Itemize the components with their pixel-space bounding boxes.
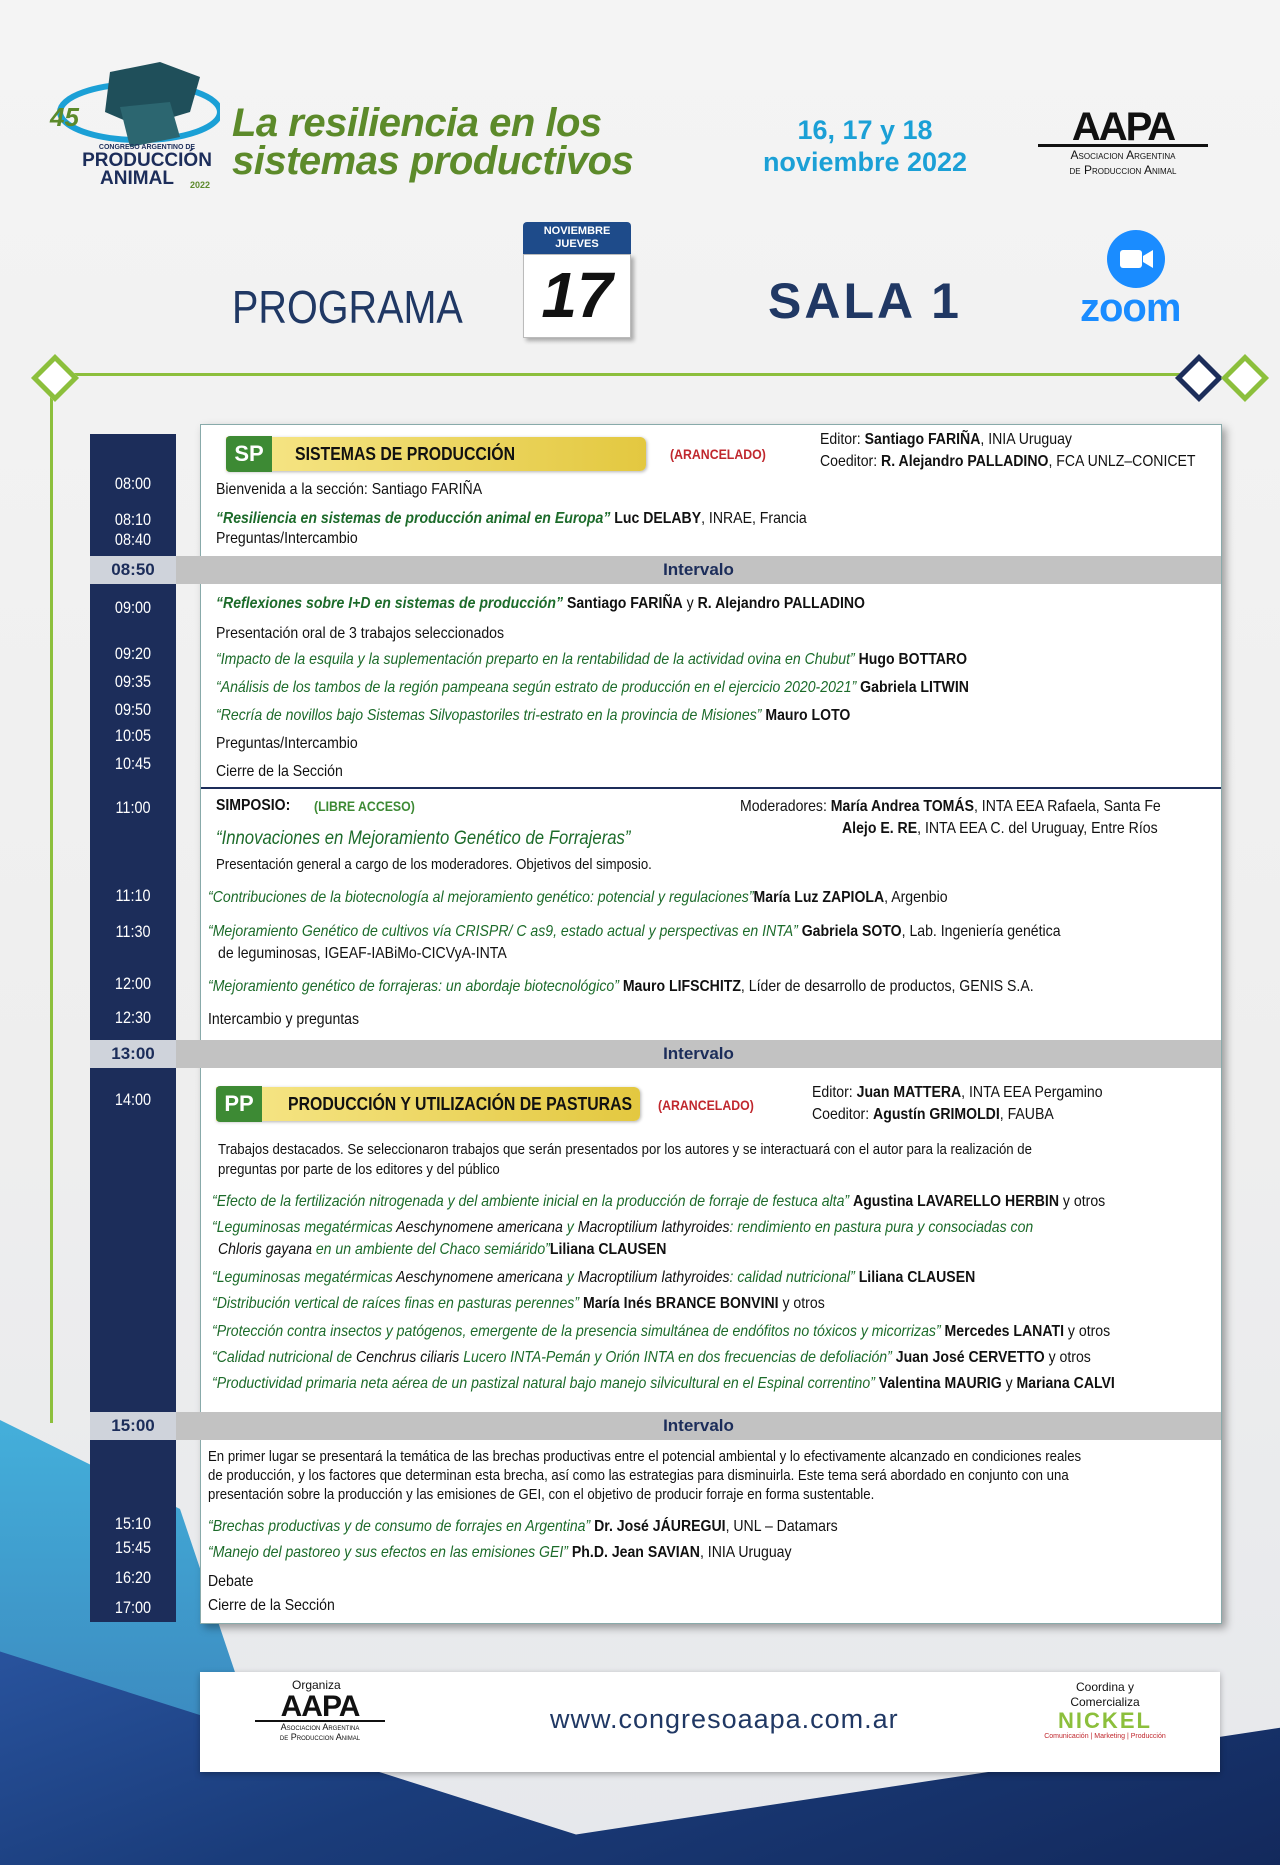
zoom-logo-text: zoom (1080, 286, 1181, 330)
band-time-1300: 13:00 (90, 1040, 176, 1068)
footer-url[interactable]: www.congresoaapa.com.ar (550, 1704, 899, 1734)
aapa-sub1: Asociacion Argentina (1070, 148, 1176, 162)
logo-line2: PRODUCCIÓN (82, 150, 212, 171)
footer-aapa-logo (255, 1690, 385, 1742)
footer-aapa-word: AAPA (255, 1694, 385, 1722)
footer-bar (200, 1672, 1220, 1772)
simposio-title: “Innovaciones en Mejoramiento Genético de Forrajeras” (216, 828, 631, 849)
sp-line-welcome: Bienvenida a la sección: Santiago FARIÑA (216, 481, 483, 498)
time-0840: 08:40 (114, 530, 152, 549)
diamond-ornament-left (31, 354, 79, 402)
intervalo-band-1 (176, 556, 1221, 584)
time-1620: 16:20 (114, 1568, 152, 1587)
sp-line-work2: “Análisis de los tambos de la región pampeana según estrato de producción en el ejercicio 2020-2021” Gabriela LITWIN (216, 679, 969, 696)
band-time-1500: 15:00 (90, 1412, 176, 1440)
time-1100: 11:00 (115, 798, 151, 817)
diamond-ornament-right (1175, 354, 1223, 402)
time-0800: 08:00 (114, 474, 152, 493)
simposio-label: SIMPOSIO: (216, 797, 291, 814)
time-1400: 14:00 (114, 1090, 152, 1109)
pp-work1: “Efecto de la fertilización nitrogenada y del ambiente inicial en la producción de forraje de festuca alta” Agustina LAVARELLO HERBIN y otros (212, 1193, 1106, 1210)
time-0900: 09:00 (114, 598, 152, 617)
footer-aapa-sub1: Asociacion Argentina (280, 1722, 360, 1732)
sp-line-work3: “Recría de novillos bajo Sistemas Silvopastoriles tri-estrato en la provincia de Misiones” Mauro LOTO (216, 707, 851, 724)
section-badge-pp: PP (216, 1086, 262, 1122)
pp-intro2: preguntas por parte de los editores y del público (218, 1161, 500, 1178)
calendar-icon (523, 222, 631, 338)
calendar-day: 17 (523, 254, 631, 338)
intervalo-label-2: Intervalo (663, 1044, 734, 1063)
zoom-icon[interactable] (1107, 230, 1165, 288)
footer-organiza: Organiza (292, 1678, 341, 1692)
sp-line-talk1: “Resiliencia en sistemas de producción animal en Europa” Luc DELABY, INRAE, Francia (216, 510, 807, 527)
simposio-mod2: Alejo E. RE, INTA EEA C. del Uruguay, Entre Ríos (842, 820, 1158, 837)
closing-debate: Debate (208, 1573, 254, 1590)
pp-intro1: Trabajos destacados. Se seleccionaron trabajos que serán presentados por los autores y se interactuará con el autor para la realización de (218, 1141, 1032, 1158)
logo-line3: ANIMAL (100, 168, 174, 189)
sp-line-talk2: “Reflexiones sobre I+D en sistemas de producción” Santiago FARIÑA y R. Alejandro PALLADINO (216, 595, 865, 612)
pp-work6: “Calidad nutricional de Cenchrus ciliaris Lucero INTA-Pemán y Orión INTA en dos frecuencias de defoliación” Juan José CERVETTO y otros (212, 1349, 1091, 1366)
time-1510: 15:10 (114, 1514, 152, 1533)
congress-dates (750, 114, 980, 178)
simposio-talk2-org: de leguminosas, IGEAF-IABiMo-CICVyA-INTA (218, 945, 507, 962)
pp-work4: “Distribución vertical de raíces finas en pasturas perennes” María Inés BRANCE BONVINI y otros (212, 1295, 825, 1312)
title-line1: La resiliencia en los (232, 101, 602, 145)
calendar-day-name: JUEVES (555, 238, 599, 250)
closing-talk1: “Brechas productivas y de consumo de forrajes en Argentina” Dr. José JÁUREGUI, UNL – Datamars (208, 1518, 838, 1535)
footer-coordina1: Coordina y (1075, 1680, 1135, 1694)
congress-title (232, 101, 692, 183)
time-0935: 09:35 (114, 672, 152, 691)
intervalo-band-3 (176, 1412, 1221, 1440)
separator-simposio (201, 787, 1221, 789)
time-1200: 12:00 (114, 974, 152, 993)
simposio-talk3: “Mejoramiento genético de forrajeras: un abordaje biotecnológico” Mauro LIFSCHITZ, Líder de desarrollo de productos, GENIS S.A. (208, 978, 1034, 995)
dates-line1: 16, 17 y 18 (797, 115, 933, 145)
pp-coeditor: Coeditor: Agustín GRIMOLDI, FAUBA (812, 1106, 1054, 1123)
room-label: SALA 1 (768, 273, 962, 329)
simposio-mod1: Moderadores: María Andrea TOMÁS, INTA EEA Rafaela, Santa Fe (740, 798, 1161, 815)
time-1130: 11:30 (115, 922, 151, 941)
band-time-0850: 08:50 (90, 556, 176, 584)
time-1545: 15:45 (114, 1538, 152, 1557)
pp-work2: “Leguminosas megatérmicas Aeschynomene americana y Macroptilium lathyroides: rendimiento en pastura pura y consociadas con (212, 1219, 1034, 1236)
time-1045: 10:45 (114, 754, 152, 773)
time-1005: 10:05 (114, 726, 152, 745)
congress-logo (50, 52, 220, 202)
section-title-pp: PRODUCCIÓN Y UTILIZACIÓN DE PASTURAS (288, 1094, 633, 1114)
time-1700: 17:00 (114, 1598, 152, 1617)
sp-fee: (ARANCELADO) (670, 446, 766, 462)
intervalo-label-3: Intervalo (663, 1416, 734, 1435)
intervalo-band-2 (176, 1040, 1221, 1068)
sp-coeditor: Coeditor: R. Alejandro PALLADINO, FCA UNLZ–CONICET (820, 453, 1196, 470)
aapa-word: AAPA (1038, 110, 1208, 147)
footer-coordina (1040, 1680, 1170, 1741)
time-0920: 09:20 (114, 644, 152, 663)
pp-fee: (ARANCELADO) (658, 1097, 754, 1113)
section-badge-sp: SP (226, 436, 272, 472)
logo-number: 45 (50, 102, 79, 132)
closing-line3: presentación sobre la producción y las emisiones de GEI, con el objetivo de producir forraje en forma sustentable. (208, 1486, 875, 1503)
footer-nickel-logo: NICKEL (1058, 1708, 1152, 1733)
closing-close: Cierre de la Sección (208, 1597, 335, 1614)
camera-icon (1107, 230, 1165, 288)
logo-year: 2022 (190, 180, 211, 190)
pp-editor: Editor: Juan MATTERA, INTA EEA Pergamino (812, 1084, 1103, 1101)
time-0950: 09:50 (114, 700, 152, 719)
calendar-month: NOVIEMBRE (543, 225, 611, 237)
simposio-talk1: “Contribuciones de la biotecnología al mejoramiento genético: potencial y regulaciones”María Luz ZAPIOLA, Argenbio (208, 889, 948, 906)
closing-line2: de producción, y los factores que determinan esta brecha, así como las estrategias para disminuirla. Este tema será abordado en conjunto con una (208, 1467, 1069, 1484)
divider-line (50, 373, 1200, 376)
page-title: PROGRAMA (232, 281, 463, 333)
title-line2: sistemas productivos (232, 139, 634, 183)
footer-aapa-sub2: de Produccion Animal (279, 1732, 361, 1742)
dates-line2: noviembre 2022 (762, 147, 968, 177)
time-1230: 12:30 (114, 1008, 152, 1027)
time-column (90, 434, 176, 1622)
closing-line1: En primer lugar se presentará la temática de las brechas productivas entre el potencial ambiental y lo efectivamente alcanzado en condiciones reales (208, 1448, 1082, 1465)
aapa-logo (1038, 105, 1208, 177)
sp-editor: Editor: Santiago FARIÑA, INIA Uruguay (820, 431, 1072, 448)
sp-line-oral: Presentación oral de 3 trabajos seleccionados (216, 625, 505, 642)
diamond-ornament-right2 (1221, 354, 1269, 402)
sp-line-work1: “Impacto de la esquila y la suplementación preparto en la rentabilidad de la actividad ovina en Chubut” Hugo BOTTARO (216, 651, 968, 668)
section-title-sp: SISTEMAS DE PRODUCCIÓN (295, 444, 516, 464)
sp-line-questions1: Preguntas/Intercambio (216, 530, 358, 547)
sp-line-questions2: Preguntas/Intercambio (216, 735, 358, 752)
pp-work2-line2: Chloris gayana en un ambiente del Chaco semiárido”Liliana CLAUSEN (218, 1241, 667, 1258)
pp-work3: “Leguminosas megatérmicas Aeschynomene americana y Macroptilium lathyroides: calidad nutricional” Liliana CLAUSEN (212, 1269, 976, 1286)
sp-line-close: Cierre de la Sección (216, 763, 343, 780)
divider-vertical (50, 373, 53, 1423)
simposio-exchange: Intercambio y preguntas (208, 1011, 360, 1028)
intervalo-label-1: Intervalo (663, 560, 734, 579)
simposio-intro: Presentación general a cargo de los moderadores. Objetivos del simposio. (216, 856, 652, 873)
time-1110: 11:10 (115, 886, 151, 905)
closing-talk2: “Manejo del pastoreo y sus efectos en las emisiones GEI” Ph.D. Jean SAVIAN, INIA Uruguay (208, 1544, 792, 1561)
pp-work7: “Productividad primaria neta aérea de un pastizal natural bajo manejo silvicultural en el Espinal correntino” Valentina MAURIG y Mariana CALVI (212, 1375, 1115, 1392)
pp-work5: “Protección contra insectos y patógenos, emergente de la presencia simultánea de endófitos no tóxicos y micorrizas” Mercedes LANATI y otros (212, 1323, 1111, 1340)
calendar-header (523, 222, 631, 254)
simposio-access: (LIBRE ACCESO) (314, 798, 415, 814)
aapa-sub2: de Produccion Animal (1069, 163, 1177, 177)
simposio-talk2: “Mejoramiento Genético de cultivos vía CRISPR/ C as9, estado actual y perspectivas en INTA” Gabriela SOTO, Lab. Ingeniería genética (208, 923, 1061, 940)
logo-line1: CONGRESO ARGENTINO DE (98, 144, 196, 151)
footer-coordina2: Comercializa (1070, 1695, 1140, 1709)
time-0810: 08:10 (114, 510, 152, 529)
footer-nickel-sub: Comunicación | Marketing | Producción (1044, 1733, 1166, 1740)
